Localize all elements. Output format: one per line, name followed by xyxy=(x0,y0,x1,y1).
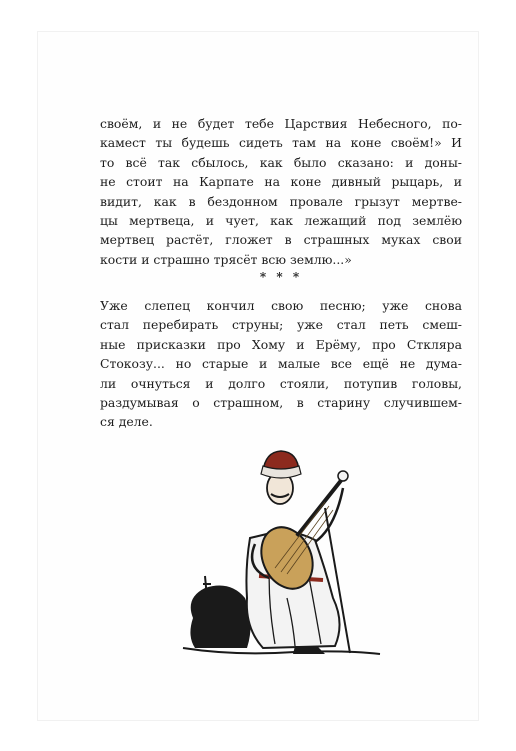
text-line: мертвец растёт, гложет в страшных муках свои xyxy=(100,232,462,248)
text-line: Уже слепец кончил свою песню; уже снова xyxy=(100,298,462,313)
text-line: стал перебирать струны; уже стал петь смеш- xyxy=(100,317,462,333)
text-line: Стокозу... но старые и малые все ещё не дума- xyxy=(100,356,462,372)
text-line: цы мертвеца, и чует, как лежащий под землёю xyxy=(100,213,462,229)
text-line: раздумывая о страшном, в старину случившем- xyxy=(100,395,462,411)
text-line: ли очнуться и долго стояли, потупив головы, xyxy=(100,375,462,391)
text-line: своём, и не будет тебе Царствия Небесного, по- xyxy=(100,116,462,131)
text-line: ные присказки про Хому и Ерёму, про Стклярa xyxy=(100,336,462,352)
paragraph-2 xyxy=(100,296,462,432)
text-line: то всё так сбылось, как было сказано: и доны- xyxy=(100,154,462,170)
bandura-player-icon xyxy=(175,448,385,662)
section-separator: * * * xyxy=(259,270,303,284)
text-line: ся деле. xyxy=(100,414,153,430)
text-line: камест ты будешь сидеть там на коне своём!» И xyxy=(100,135,462,151)
text-line: кости и страшно трясёт всю землю...» xyxy=(100,251,352,267)
text-line: не стоит на Карпате на коне дивный рыцарь, и xyxy=(100,174,462,190)
text-line: видит, как в бездонном провале грызут мертве- xyxy=(100,193,462,209)
paragraph-1 xyxy=(100,114,462,269)
